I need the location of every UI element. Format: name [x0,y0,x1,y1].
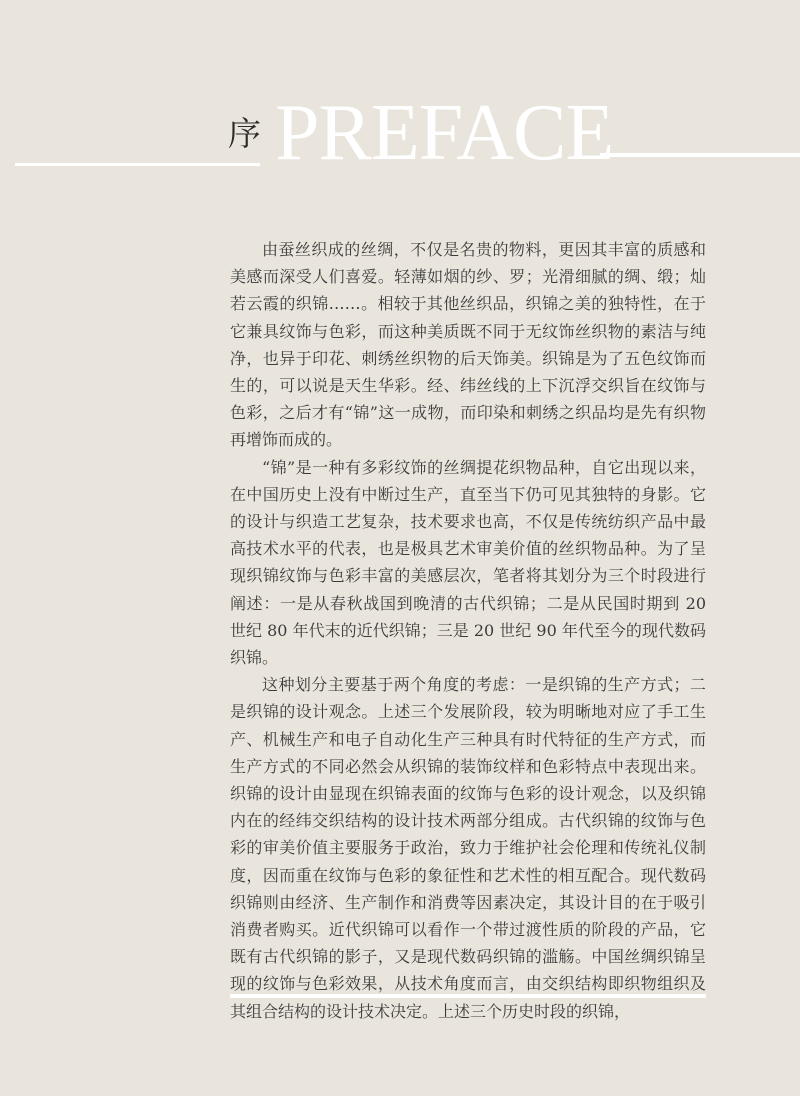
footer-divider [230,994,706,998]
header-divider-left [15,163,260,166]
paragraph-1: 由蚕丝织成的丝绸，不仅是名贵的物料，更因其丰富的质感和美感而深受人们喜爱。轻薄如烟的纱、罗；光滑细腻的绸、缎；灿若云霞的织锦……。相较于其他丝织品，织锦之美的独特性，在于它兼具纹饰与色彩，而这种美质既不同于无纹饰丝织物的素洁与纯净，也异于印花、刺绣丝织物的后天饰美。织锦是为了五色纹饰而生的，可以说是天生华彩。经、纬丝线的上下沉浮交织旨在纹饰与色彩，之后才有“锦”这一成物，而印染和刺绣之织品均是先有织物再增饰而成的。 [230,240,706,450]
english-title: PREFACE [275,89,614,177]
chapter-title: 序 [228,114,261,153]
paragraph-2: “锦”是一种有多彩纹饰的丝绸提花织物品种，自它出现以来，在中国历史上没有中断过生产，直至当下仍可见其独特的身影。它的设计与织造工艺复杂，技术要求也高，不仅是传统纺织产品中最高技术水平的代表，也是极具艺术审美价值的丝织物品种。为了呈现织锦纹饰与色彩丰富的美感层次，笔者将其划分为三个时段进行阐述：一是从春秋战国到晚清的古代织锦；二是从民国时期到 20 世纪 80 年代末的近代织锦；三是 20 世纪 90 年代至今的现代数码织锦。 [230,457,706,668]
paragraph-3: 这种划分主要基于两个角度的考虑：一是织锦的生产方式；二是织锦的设计观念。上述三个发展阶段，较为明晰地对应了手工生产、机械生产和电子自动化生产三种具有时代特征的生产方式，而生产方式的不同必然会从织锦的装饰纹样和色彩特点中表现出来。织锦的设计由显现在织锦表面的纹饰与色彩的设计观念，以及织锦内在的经纬交织结构的设计技术两部分组成。古代织锦的纹饰与色彩的审美价值主要服务于政治，致力于维护社会伦理和传统礼仪制度，因而重在纹饰与色彩的象征性和艺术性的相互配合。现代数码织锦则由经济、生产制作和消费等因素决定，其设计目的在于吸引消费者购买。近代织锦可以看作一个带过渡性质的阶段的产品，它既有古代织锦的影子，又是现代数码织锦的滥觞。中国丝绸织锦呈现的纹饰与色彩效果，从技术角度而言，由交织结构即织物组织及其组合结构的设计技术决定。上述三个历史时段的织锦， [230,675,706,1021]
header-divider-right [600,153,800,157]
preface-body [230,236,706,1025]
